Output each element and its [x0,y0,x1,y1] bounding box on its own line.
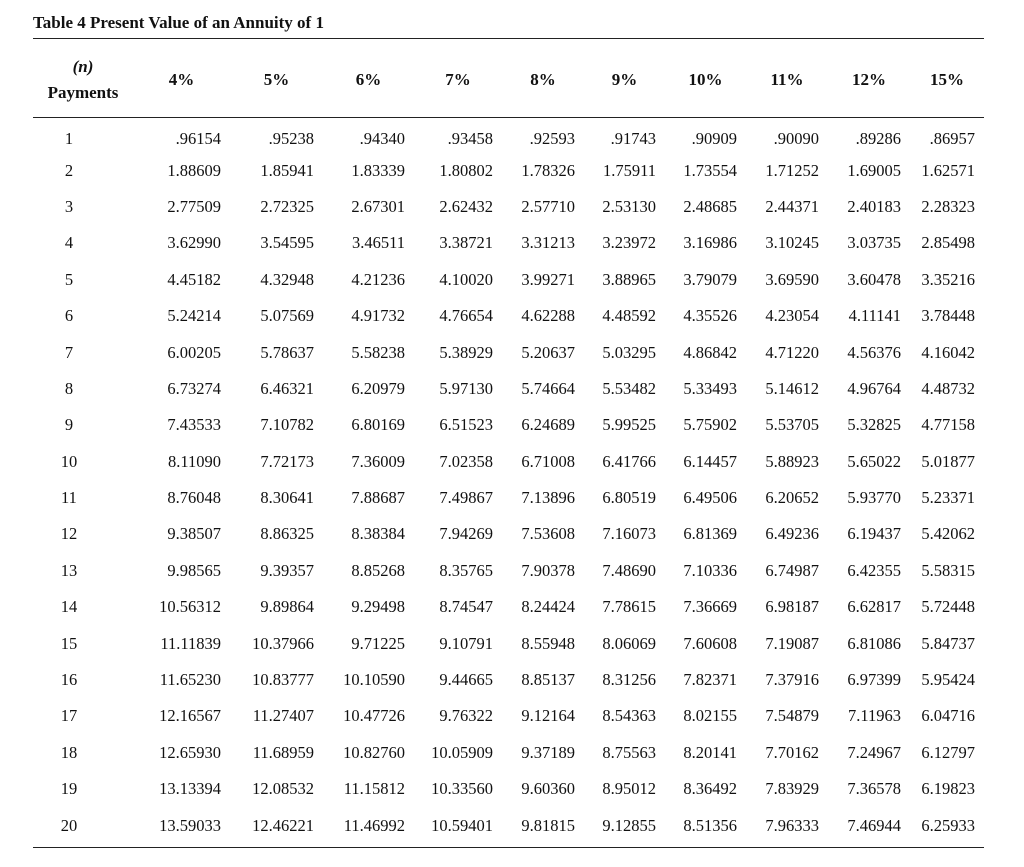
value-cell: 5.03295 [602,342,656,362]
value-cell: 9.71225 [351,633,405,653]
value-cell: 6.80169 [351,415,405,435]
table-row [33,553,984,589]
payments-cell: 4 [64,233,74,253]
value-cell: 1.83339 [351,160,405,180]
value-cell: 11.27407 [252,706,314,726]
value-cell: 3.03735 [847,233,901,253]
value-cell: 7.10782 [260,415,314,435]
value-cell: 4.96764 [847,378,901,398]
value-cell: 6.46321 [260,378,314,398]
value-cell: 12.65930 [159,742,221,762]
table-row [33,225,984,261]
value-cell: 8.30641 [260,488,314,508]
value-cell: 5.72448 [921,597,975,617]
bottom-rule [33,847,984,848]
value-cell: 7.48690 [602,560,656,580]
value-cell: .93458 [447,129,493,149]
payments-cell: 13 [60,560,78,580]
value-cell: 6.14457 [683,451,737,471]
value-cell: 1.88609 [167,160,221,180]
value-cell: 6.04716 [921,706,975,726]
value-cell: 8.38384 [351,524,405,544]
value-cell: 6.51523 [439,415,493,435]
value-cell: 4.48592 [602,306,656,326]
rate-header: 9% [611,70,638,89]
value-cell: 4.10020 [439,269,493,289]
value-cell: 10.82760 [343,742,405,762]
table-row [33,589,984,625]
value-cell: 7.13896 [521,488,575,508]
rate-header: 6% [355,70,382,89]
value-cell: 4.45182 [167,269,221,289]
value-cell: .86957 [929,129,975,149]
rate-header: 10% [688,70,723,89]
value-cell: 8.95012 [602,779,656,799]
value-cell: 5.14612 [765,378,819,398]
value-cell: 5.33493 [683,378,737,398]
value-cell: 2.67301 [351,196,405,216]
value-cell: 13.59033 [159,815,221,835]
value-cell: 9.29498 [351,597,405,617]
table-row [33,298,984,334]
value-cell: 3.78448 [921,306,975,326]
payments-label: Payments [47,83,119,102]
value-cell: 11.15812 [343,779,405,799]
value-cell: 9.37189 [521,742,575,762]
value-cell: 4.16042 [921,342,975,362]
value-cell: 4.86842 [683,342,737,362]
value-cell: 7.96333 [765,815,819,835]
value-cell: 1.75911 [602,160,656,180]
value-cell: 7.72173 [260,451,314,471]
payments-cell: 9 [64,415,74,435]
value-cell: 1.80802 [439,160,493,180]
value-cell: 8.85268 [351,560,405,580]
value-cell: 3.23972 [602,233,656,253]
value-cell: .90909 [691,129,737,149]
value-cell: 7.49867 [439,488,493,508]
value-cell: 5.88923 [765,451,819,471]
value-cell: 11.68959 [252,742,314,762]
table-title: Table 4 Present Value of an Annuity of 1 [33,13,324,32]
value-cell: 3.69590 [765,269,819,289]
value-cell: 6.41766 [602,451,656,471]
value-cell: 1.71252 [765,160,819,180]
value-cell: 5.53705 [765,415,819,435]
value-cell: 9.10791 [439,633,493,653]
value-cell: 3.31213 [521,233,575,253]
rate-header: 4% [168,70,195,89]
value-cell: 9.39357 [260,560,314,580]
value-cell: 9.12164 [521,706,575,726]
value-cell: 7.24967 [847,742,901,762]
value-cell: 10.56312 [159,597,221,617]
value-cell: 6.19437 [847,524,901,544]
value-cell: 3.62990 [167,233,221,253]
value-cell: 3.88965 [602,269,656,289]
value-cell: 6.98187 [765,597,819,617]
value-cell: 8.24424 [521,597,575,617]
value-cell: 5.32825 [847,415,901,435]
value-cell: .91743 [610,129,656,149]
value-cell: 3.99271 [521,269,575,289]
value-cell: 4.35526 [683,306,737,326]
value-cell: 5.20637 [521,342,575,362]
value-cell: 7.37916 [765,670,819,690]
rate-header: 11% [770,70,804,89]
value-cell: 7.19087 [765,633,819,653]
value-cell: 3.79079 [683,269,737,289]
table-row [33,807,984,843]
value-cell: 9.38507 [167,524,221,544]
value-cell: 7.36669 [683,597,737,617]
value-cell: 5.95424 [921,670,975,690]
value-cell: 3.54595 [260,233,314,253]
payments-cell: 12 [60,524,78,544]
value-cell: .89286 [855,129,901,149]
payments-cell: 10 [60,451,78,471]
table-row [33,116,984,152]
value-cell: 6.81369 [683,524,737,544]
value-cell: 6.00205 [167,342,221,362]
value-cell: 2.72325 [260,196,314,216]
header-row [33,44,984,116]
value-cell: 5.42062 [921,524,975,544]
value-cell: 9.12855 [602,815,656,835]
value-cell: 6.97399 [847,670,901,690]
table-row [33,371,984,407]
value-cell: 3.10245 [765,233,819,253]
value-cell: 9.44665 [439,670,493,690]
payments-cell: 20 [60,815,78,835]
value-cell: 7.11963 [847,706,901,726]
value-cell: 5.58238 [351,342,405,362]
value-cell: 5.01877 [921,451,975,471]
table-row [33,625,984,661]
value-cell: 8.51356 [683,815,737,835]
value-cell: 7.70162 [765,742,819,762]
value-cell: 9.76322 [439,706,493,726]
payments-cell: 6 [64,306,74,326]
value-cell: 7.53608 [521,524,575,544]
value-cell: 6.25933 [921,815,975,835]
value-cell: 5.97130 [439,378,493,398]
value-cell: 10.37966 [252,633,314,653]
payments-cell: 15 [60,633,78,653]
value-cell: 7.88687 [351,488,405,508]
value-cell: 5.23371 [921,488,975,508]
n-column-header [33,44,133,116]
value-cell: 6.24689 [521,415,575,435]
value-cell: 5.38929 [439,342,493,362]
value-cell: 6.49506 [683,488,737,508]
value-cell: 6.73274 [167,378,221,398]
value-cell: 8.06069 [602,633,656,653]
value-cell: 6.20652 [765,488,819,508]
table-row [33,771,984,807]
value-cell: 7.10336 [683,560,737,580]
value-cell: 2.85498 [921,233,975,253]
value-cell: 4.11141 [848,306,901,326]
value-cell: 10.33560 [431,779,493,799]
value-cell: 3.60478 [847,269,901,289]
value-cell: 6.62817 [847,597,901,617]
value-cell: 2.48685 [683,196,737,216]
payments-cell: 14 [60,597,78,617]
value-cell: 6.19823 [921,779,975,799]
value-cell: 8.76048 [167,488,221,508]
value-cell: 7.83929 [765,779,819,799]
value-cell: 8.31256 [602,670,656,690]
value-cell: 5.93770 [847,488,901,508]
value-cell: 7.36009 [351,451,405,471]
value-cell: 2.57710 [521,196,575,216]
value-cell: 3.46511 [351,233,405,253]
value-cell: 9.89864 [260,597,314,617]
value-cell: 1.73554 [683,160,737,180]
value-cell: 2.62432 [439,196,493,216]
payments-cell: 8 [64,378,74,398]
value-cell: .94340 [359,129,405,149]
value-cell: 8.54363 [602,706,656,726]
value-cell: 8.75563 [602,742,656,762]
value-cell: 7.43533 [167,415,221,435]
value-cell: 2.53130 [602,196,656,216]
value-cell: 6.20979 [351,378,405,398]
table-row [33,444,984,480]
value-cell: 4.71220 [765,342,819,362]
value-cell: 5.58315 [921,560,975,580]
value-cell: 7.82371 [683,670,737,690]
value-cell: 5.24214 [167,306,221,326]
table-row [33,698,984,734]
rate-header: 12% [852,70,886,89]
value-cell: 8.11090 [167,451,221,471]
n-label: (n) [72,57,94,76]
payments-cell: 19 [60,779,78,799]
value-cell: 4.62288 [521,306,575,326]
table-row [33,189,984,225]
value-cell: 3.35216 [921,269,975,289]
value-cell: 8.20141 [683,742,737,762]
value-cell: 4.48732 [921,378,975,398]
value-cell: 5.99525 [602,415,656,435]
value-cell: 8.55948 [521,633,575,653]
value-cell: 9.81815 [521,815,575,835]
table-body [33,116,984,844]
value-cell: 5.07569 [260,306,314,326]
table-row [33,334,984,370]
payments-cell: 3 [64,196,74,216]
value-cell: 11.46992 [343,815,405,835]
value-cell: 5.65022 [847,451,901,471]
value-cell: 5.53482 [602,378,656,398]
table-row [33,516,984,552]
value-cell: 12.46221 [252,815,314,835]
rate-header: 5% [263,70,290,89]
value-cell: 10.59401 [431,815,493,835]
value-cell: 7.60608 [683,633,737,653]
value-cell: 9.60360 [521,779,575,799]
value-cell: 11.65230 [159,670,221,690]
payments-cell: 18 [60,742,78,762]
payments-cell: 1 [64,129,74,149]
value-cell: .90090 [773,129,819,149]
value-cell: 4.56376 [847,342,901,362]
value-cell: 7.16073 [602,524,656,544]
value-cell: 4.21236 [351,269,405,289]
value-cell: 2.28323 [921,196,975,216]
value-cell: 6.42355 [847,560,901,580]
value-cell: 3.38721 [439,233,493,253]
payments-cell: 17 [60,706,78,726]
value-cell: 8.86325 [260,524,314,544]
value-cell: 5.74664 [521,378,575,398]
table-row [33,480,984,516]
value-cell: 10.10590 [343,670,405,690]
value-cell: 13.13394 [159,779,221,799]
value-cell: 5.84737 [921,633,975,653]
value-cell: 8.85137 [521,670,575,690]
value-cell: 8.74547 [439,597,493,617]
value-cell: 10.47726 [343,706,405,726]
value-cell: 4.32948 [260,269,314,289]
value-cell: 4.77158 [921,415,975,435]
value-cell: 7.94269 [439,524,493,544]
value-cell: 10.05909 [431,742,493,762]
payments-cell: 7 [64,342,74,362]
value-cell: 8.35765 [439,560,493,580]
rate-header: 7% [445,70,471,89]
value-cell: 1.78326 [521,160,575,180]
value-cell: 7.78615 [602,597,656,617]
value-cell: 8.36492 [683,779,737,799]
value-cell: 6.71008 [521,451,575,471]
value-cell: .95238 [268,129,314,149]
value-cell: 7.54879 [765,706,819,726]
value-cell: 4.91732 [351,306,405,326]
value-cell: 10.83777 [252,670,314,690]
table-row [33,262,984,298]
value-cell: 9.98565 [167,560,221,580]
value-cell: .92593 [529,129,575,149]
value-cell: 6.12797 [921,742,975,762]
value-cell: 7.90378 [521,560,575,580]
value-cell: 4.23054 [765,306,819,326]
table-row [33,407,984,443]
value-cell: 2.40183 [847,196,901,216]
value-cell: 2.77509 [167,196,221,216]
value-cell: 8.02155 [683,706,737,726]
payments-cell: 2 [64,160,74,180]
value-cell: 6.80519 [602,488,656,508]
payments-cell: 11 [61,488,77,508]
rate-header: 15% [930,70,964,89]
value-cell: 4.76654 [439,306,493,326]
value-cell: 3.16986 [683,233,737,253]
table-row [33,735,984,771]
top-rule [33,38,984,39]
annuity-table [33,44,984,844]
payments-cell: 5 [64,269,74,289]
value-cell: 6.81086 [847,633,901,653]
value-cell: 6.74987 [765,560,819,580]
value-cell: 7.36578 [847,779,901,799]
value-cell: 7.02358 [439,451,493,471]
rate-header: 8% [530,70,556,89]
value-cell: 6.49236 [765,524,819,544]
value-cell: 12.16567 [159,706,221,726]
value-cell: 1.69005 [847,160,901,180]
value-cell: 1.62571 [921,160,975,180]
value-cell: 1.85941 [260,160,314,180]
value-cell: 5.75902 [683,415,737,435]
value-cell: 12.08532 [252,779,314,799]
value-cell: 5.78637 [260,342,314,362]
table-row [33,152,984,188]
value-cell: 11.11839 [160,633,221,653]
value-cell: .96154 [175,129,221,149]
value-cell: 7.46944 [847,815,901,835]
value-cell: 2.44371 [765,196,819,216]
table-row [33,662,984,698]
payments-cell: 16 [60,670,78,690]
